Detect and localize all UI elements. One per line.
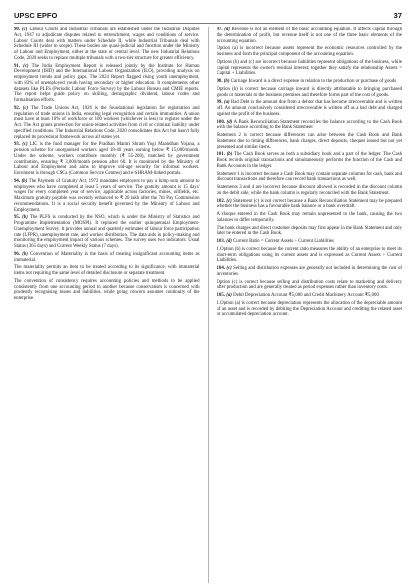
answer-option: (d)	[224, 27, 230, 32]
explanation-paragraph	[217, 212, 403, 224]
question-number: 93.	[14, 142, 21, 148]
question-number: 103.	[216, 239, 225, 244]
question-number: 100.	[216, 119, 225, 125]
answer-option: (c)	[22, 27, 28, 32]
question-number: 104.	[216, 266, 225, 271]
answer-paragraph	[217, 79, 403, 85]
question-number: 94.	[14, 178, 21, 184]
answer-paragraph	[217, 152, 403, 169]
paragraph-text: Statement 2 is correct because differences can arise between the Cash Book and Bank Statement due to timing differences, bank charges, direct deposits, cheques issued but not yet presented and similar items.	[216, 133, 402, 150]
answer-option: (c)	[226, 198, 232, 204]
answer-paragraph	[14, 179, 200, 214]
answer-paragraph	[217, 100, 403, 117]
paragraph-text: Labour Courts and Industrial Tribunals are established under the Industrial Disputes Act, 1947 to adjudicate disputes related to retrenchment, wages and conditions of service. Labour Courts deal with matters under Schedule II, while Industrial Tribunals deal with Schedule III (wider in scope). These bodies are quasi-judicial and function under the Ministry of Labour and Employment, either at the state or central level. The new Industrial Relations Code, 2020 seeks to replace multiple tribunals with a two-tier structure for greater efficiency.	[14, 27, 200, 61]
paragraph-text: The Payment of Gratuity Act, 1972 mandates employers to pay a lump sum amount to employees who have completed at least 5 years of service. The gratuity amount is 15 days' wages for every completed year of service, applicable across factories, mines, oilfields, etc. Maximum gratuity payable was recently enhanced to ₹ 20 lakh after the 7th Pay Commission recommendations. It is a social security benefit governed by the Ministry of Labour and Employment.	[14, 178, 200, 213]
question-number: 97.	[216, 27, 223, 32]
paragraph-text: Option (c) is correct because selling and distribution costs relate to marketing and delivery after production and are generally treated as period expenses rather than inventory costs.	[216, 279, 402, 291]
explanation-paragraph	[14, 265, 200, 277]
answer-option: (c)	[23, 63, 29, 69]
answer-paragraph	[14, 106, 200, 141]
right-column	[217, 27, 403, 583]
paragraph-text: Option (b) is correct because carriage inward is directly attributable to bringing purchased goods or materials to the business premises and therefore forms part of the cost of goods.	[216, 86, 402, 98]
explanation-paragraph	[217, 87, 403, 99]
answer-paragraph	[14, 252, 200, 264]
content-columns	[14, 27, 402, 583]
paragraph-text: 1.Option (b) is correct because the current ratio measures the ability of an enterprise to meet its short-term obligations using its current assets and is expressed as Current Assets ÷ Current Liabilities.	[216, 246, 402, 264]
paragraph-text: A cheque entered in the Cash Book may remain unpresented to the bank, causing the two balances to differ temporarily.	[216, 212, 402, 223]
paragraph-text: Bad Debt is the amount due from a debtor that has become irrecoverable and is written off. An amount conclusively considered irrecoverable is written off as a bad debt and charged against the profit of the business.	[216, 100, 402, 117]
answer-option: (b)	[21, 178, 28, 184]
paragraph-text: Selling and distribution expenses are generally not included in determining the cost of inventories	[216, 266, 402, 277]
explanation-paragraph	[217, 280, 403, 292]
answer-paragraph	[217, 239, 403, 245]
answer-paragraph	[14, 27, 200, 62]
explanation-paragraph	[217, 46, 403, 58]
paragraph-text: The India Employment Report is released jointly by the Institute for Human Development (IHD) and the International Labour Organization (ILO), providing analysis on employment trends and policy gaps. The 2024 Report flagged rising youth unemployment, with 83% of unemployed youth having secondary or higher education. It complements other datasets like PLFS (Periodic Labour Force Survey) by the Labour Bureau and CMIE reports. The report helps guide policy on skilling, demographic dividend, labour codes and formalisation efforts.	[14, 63, 200, 103]
answer-option: (d)	[226, 239, 232, 244]
explanation-paragraph	[217, 226, 403, 238]
answer-option: (c)	[22, 105, 29, 111]
answer-paragraph	[217, 293, 403, 299]
paragraph-text: The bank charges and direct customer deposits may first appear in the Bank Statement and only later be entered in the Cash Book.	[216, 225, 402, 237]
paragraph-text: The materiality permits an item to be treated according to its significance, with immaterial items not requiring the same level of detailed disclosure or separate treatment.	[14, 265, 200, 276]
paragraph-text: Debit Depreciation Account ₹5,000 and Credit Machinery Account ₹5,000	[233, 293, 379, 298]
paragraph-text: The Cash Book serves as both a subsidiary book and a part of the ledger. The Cash Book records original transactions and simultaneously performs the function of the Cash and Bank Accounts in the ledger.	[216, 152, 402, 169]
answer-option: (c)	[226, 266, 232, 271]
question-number: 99.	[216, 100, 223, 106]
question-number: 90.	[14, 27, 21, 32]
paragraph-text: Options (b) and (c) are incorrect because liabilities represent obligations of the business, while capital represents the owner's residual interest; together they satisfy the relationship Assets = Capital + Liabilities.	[216, 59, 402, 77]
paragraph-text: The Trade Unions Act, 1926 is the foundational legislation for registration and regulation of trade unions in India, ensuring legal recognition and certain immunities. A union must have at least 10% of workforce or 100 workers (whichever is less) to register under the Act. The Act grants protection for union-related activities from civil or criminal liability under specified conditions. The Industrial Relations Code, 2020 consolidates this Act but hasn't fully replaced its procedural framework across all states yet.	[14, 105, 200, 140]
answer-option: (b)	[223, 79, 230, 84]
page-header	[14, 8, 402, 22]
question-number: 95.	[14, 215, 21, 221]
explanation-paragraph	[217, 185, 403, 197]
header-rule	[14, 23, 402, 24]
answer-option: (b)	[22, 215, 28, 221]
question-number: 91.	[14, 63, 21, 69]
question-number: 92.	[14, 105, 21, 111]
paragraph-text: Revenue is not an element of the basic accounting equation. It affects capital through the determination of profit, but revenue itself is not one of the three basic elements of the accounting equation.	[216, 27, 402, 44]
answer-paragraph	[217, 266, 403, 278]
answer-option: (c)	[22, 142, 28, 148]
header-title: UPSC EPFO	[14, 10, 58, 20]
paragraph-text: A Bank Reconciliation Statement reconciles the balance according to the Cash Book with the balance according to the Bank Statement	[216, 119, 402, 131]
answer-option: (a)	[226, 293, 232, 298]
column-divider	[208, 27, 209, 583]
answer-paragraph	[217, 27, 403, 44]
page-number: 37	[393, 10, 402, 20]
answer-option: (b)	[22, 251, 28, 257]
question-number: 96.	[14, 251, 21, 257]
left-column	[14, 27, 200, 583]
paragraph-text: 1.Option (a) is correct because depreciation represents the allocation of the depreciable amount of an asset and is recorded by debiting the Depreciation Account and crediting the related asset or accumulated depreciation account.	[216, 300, 402, 318]
question-number: 105.	[216, 293, 225, 298]
paragraph-text: LIC is the fund manager for the Pradhan Mantri Shram Yogi Maandhan Yojana, a pension scheme for unorganised workers aged 18-40 years earning below ₹ 15,000/month. Under the scheme, workers contribute monthly (₹ 55-200), matched by government contribution, ensuring ₹ 3,000/month pension after 60. It is monitored by the Ministry of Labour and Employment and aims to improve old-age security for informal workers. Enrolment is through CSCs (Common Service Centres) and e-SHRAM-linked portals.	[14, 142, 200, 176]
paragraph-text: Carriage Inward is a direct expense in relation to the production or purchase of goods	[230, 79, 397, 84]
answer-option: (a)	[223, 100, 230, 106]
paragraph-text: The PLFS is conducted by the NSO, which is under the Ministry of Statistics and Programme Implementation (MOSPI). It replaced the earlier quinquennial Employment-Unemployment Survey. It provides annual and quarterly estimates of labour force participation rate (LFPR), unemployment rate, and worker distribution. The data aids in policy-making and monitoring the employment impact of various schemes. The survey uses two indicators: Usual Status (365 days) and Current Weekly Status (7 days).	[14, 215, 200, 249]
question-number: 98.	[216, 79, 223, 84]
answer-paragraph	[14, 215, 200, 250]
answer-paragraph	[14, 142, 200, 177]
explanation-paragraph	[217, 60, 403, 77]
answer-option: (b)	[226, 152, 233, 158]
paragraph-text: Convention of Materiality is the basis of treating insignificant accounting items as immaterial.	[14, 251, 200, 263]
explanation-paragraph	[217, 133, 403, 150]
explanation-paragraph	[14, 279, 200, 302]
explanation-paragraph	[217, 172, 403, 184]
explanation-paragraph	[217, 247, 403, 264]
paragraph-text: Current Ratio = Current Assets ÷ Current Liabilities	[233, 239, 334, 244]
paragraph-text: Option (a) is incorrect because assets represent the economic resources controlled by the business and form the principal component of the accounting equation.	[216, 46, 402, 57]
answer-paragraph	[217, 120, 403, 132]
explanation-paragraph	[217, 301, 403, 318]
answer-paragraph	[217, 199, 403, 211]
question-number: 101.	[216, 152, 225, 158]
question-number: 102.	[216, 198, 225, 204]
paragraph-text: Statement (c) is not correct because a Bank Reconciliation Statement may be prepared whether the business has a favourable bank balance or a bank overdraft.	[216, 198, 402, 210]
paragraph-text: Statements 3 and 4 are incorrect because discount allowed is recorded in the discount column on the debit side, while the bank column is regularly reconciled with the Bank Statement.	[216, 185, 402, 196]
paragraph-text: The convention of consistency requires accounting policies and methods to be applied consistently from one accounting period to another because conservatism is concerned with prudently recognising losses and liabilities, while going concern assumes continuity of the enterprise.	[14, 278, 200, 301]
answer-option: (d)	[226, 119, 233, 125]
paragraph-text: Statement 1 is incorrect because a Cash Book may contain separate columns for cash, bank and discount transactions and therefore can record bank transactions as well.	[216, 171, 402, 183]
answer-paragraph	[14, 64, 200, 104]
